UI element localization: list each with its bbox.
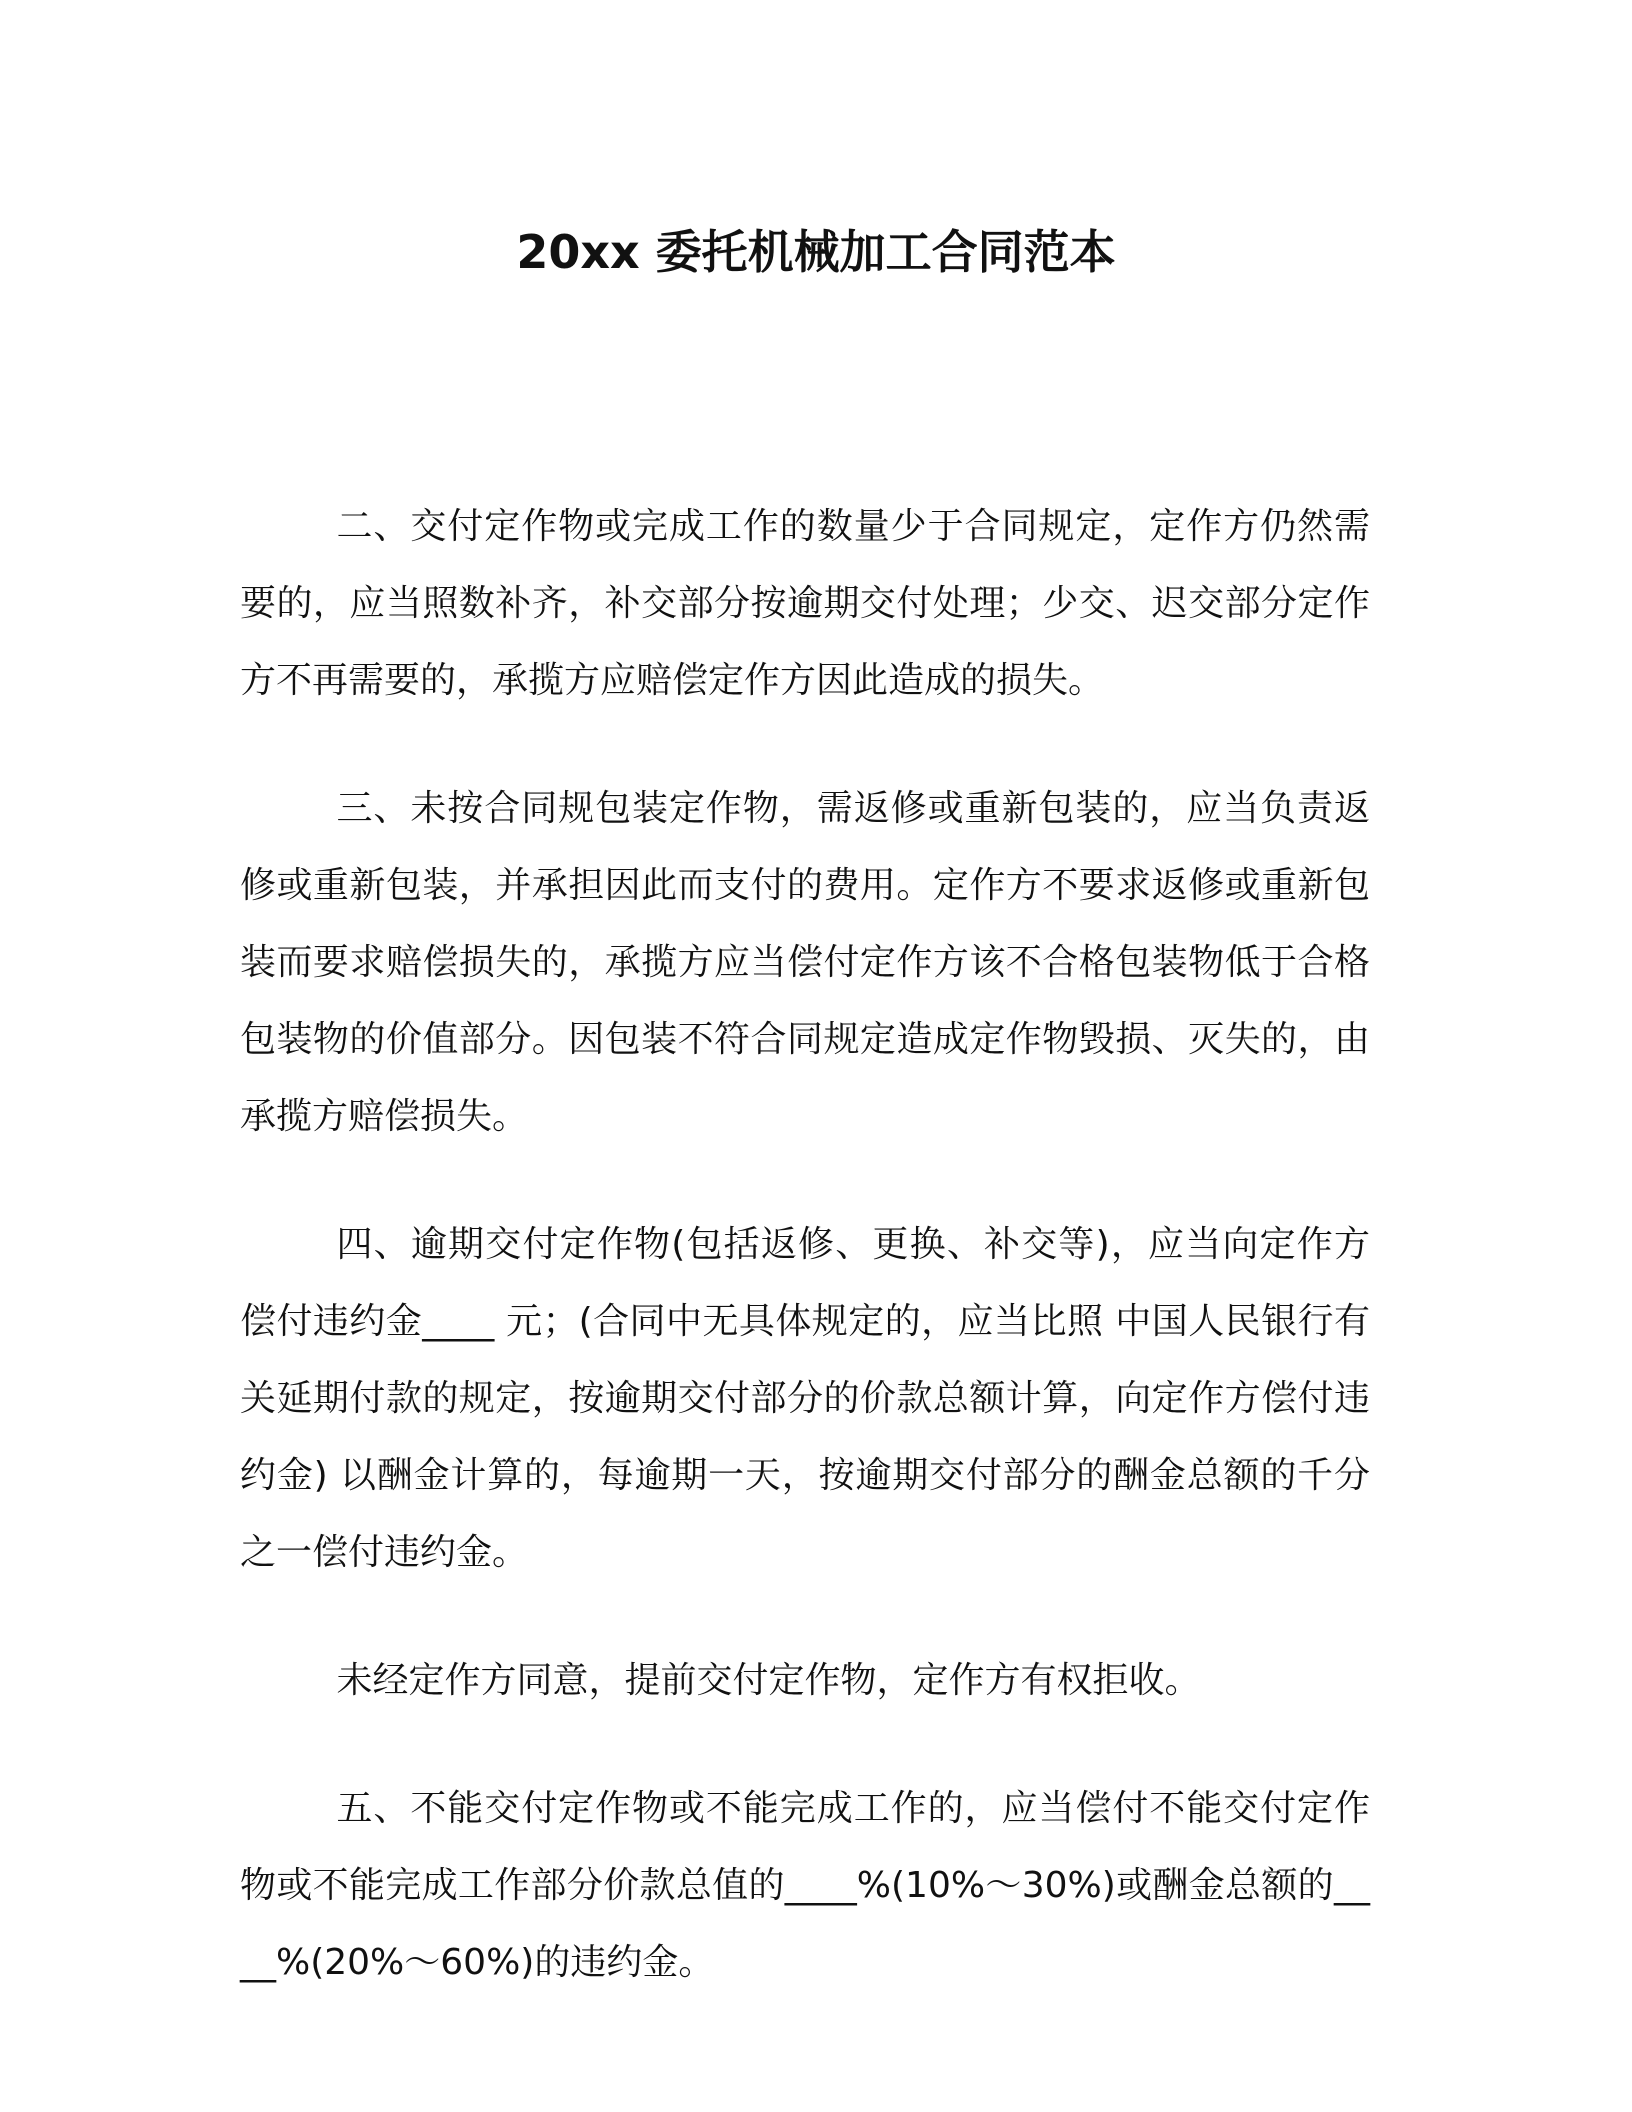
document-body [240,488,1370,2052]
document-title: 20xx 委托机械加工合同范本 [516,225,1116,279]
paragraph-clause-5: 五、不能交付定作物或不能完成工作的，应当偿付不能交付定作物或不能完成工作部分价款总值的____%(10%～30%)或酬金总额的____%(20%～60%)的违约金。 [240,1788,1370,1983]
paragraph-early-delivery: 未经定作方同意，提前交付定作物，定作方有权拒收。 [336,1660,1201,1701]
paragraph-clause-2: 二、交付定作物或完成工作的数量少于合同规定，定作方仍然需要的，应当照数补齐，补交部分按逾期交付处理；少交、迟交部分定作方不再需要的，承揽方应赔偿定作方因此造成的损失。 [240,506,1370,701]
paragraph-clause-3: 三、未按合同规包装定作物，需返修或重新包装的，应当负责返修或重新包装，并承担因此而支付的费用。定作方不要求返修或重新包装而要求赔偿损失的，承揽方应当偿付定作方该不合格包装物低于合格包装物的价值部分。因包装不符合同规定造成定作物毁损、灭失的，由承揽方赔偿损失。 [240,788,1370,1137]
paragraph-clause-4: 四、逾期交付定作物(包括返修、更换、补交等)，应当向定作方偿付违约金____ 元；(合同中无具体规定的，应当比照 中国人民银行有关延期付款的规定，按逾期交付部分的价款总额计算，向定作方偿付违约金) 以酬金计算的，每逾期一天，按逾期交付部分的酬金总额的千分之一偿付违约金。 [240,1224,1370,1573]
